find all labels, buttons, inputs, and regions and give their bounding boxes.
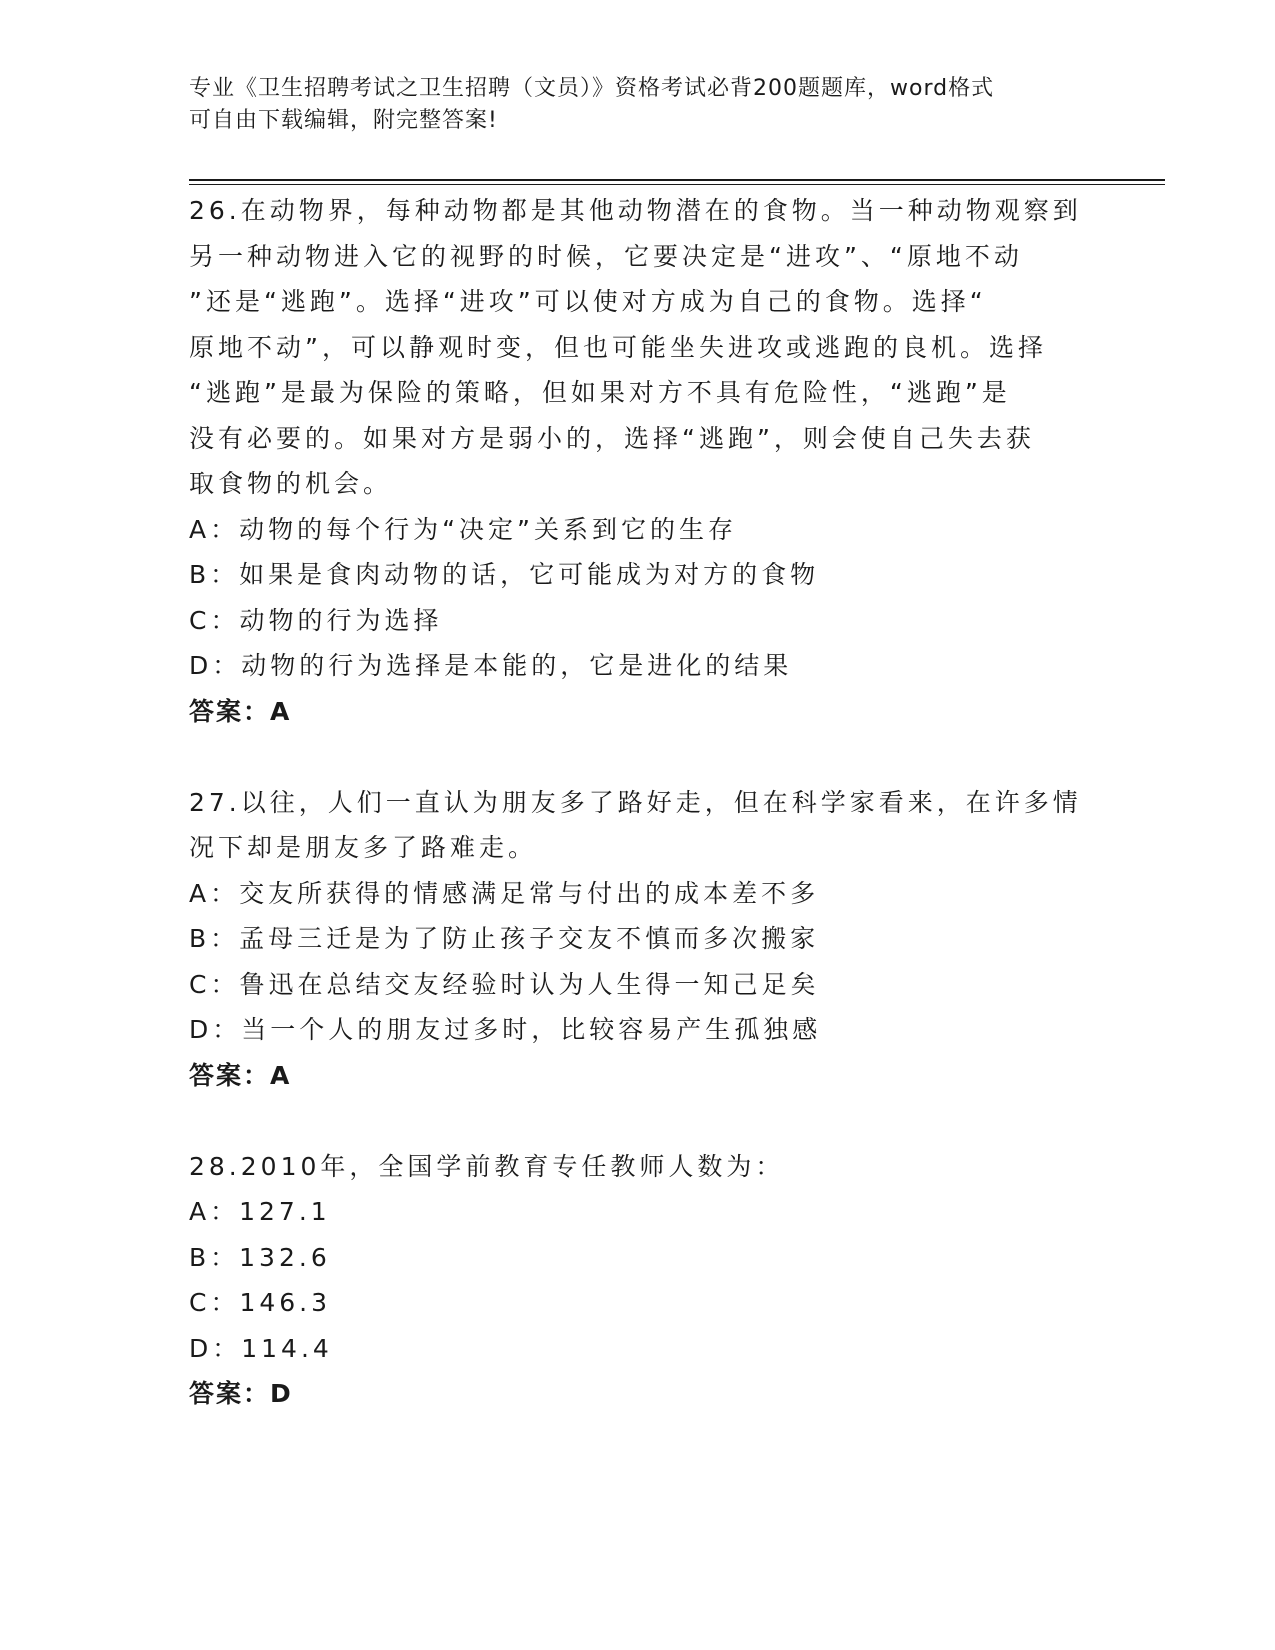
question-stem-line: 另一种动物进入它的视野的时候，它要决定是“进攻”、“原地不动 [189, 241, 1023, 271]
option-d: D：当一个人的朋友过多时，比较容易产生孤独感 [189, 1015, 822, 1044]
document-header [189, 73, 1089, 137]
question-stem-line: 27.以往，人们一直认为朋友多了路好走，但在科学家看来，在许多情 [189, 787, 1082, 817]
header-line: 可自由下载编辑，附完整答案! [189, 108, 498, 133]
option-b: B：132.6 [189, 1242, 331, 1272]
option-d: D：114.4 [189, 1333, 333, 1363]
option-b: B：孟母三迁是为了防止孩子交友不慎而多次搬家 [189, 924, 820, 953]
option-d: D：动物的行为选择是本能的，它是进化的结果 [189, 651, 793, 680]
option-c: C：146.3 [189, 1288, 332, 1317]
question-stem-line: ”还是“逃跑”。选择“进攻”可以使对方成为自己的食物。选择“ [189, 287, 987, 316]
option-a: A：交友所获得的情感满足常与付出的成本差不多 [189, 878, 820, 908]
option-b: B：如果是食肉动物的话，它可能成为对方的食物 [189, 560, 820, 589]
question-stem-line: 况下却是朋友多了路难走。 [189, 833, 538, 862]
option-c: C：动物的行为选择 [189, 605, 443, 635]
spacer [189, 1098, 1089, 1144]
spacer [189, 734, 1089, 780]
answer-line: 答案：A [189, 1060, 292, 1090]
question-27 [189, 780, 1089, 1099]
header-line: 专业《卫生招聘考试之卫生招聘（文员）》资格考试必背200题题库，word格式 [189, 76, 995, 101]
option-a: A：127.1 [189, 1197, 331, 1226]
question-stem-line: 26.在动物界，每种动物都是其他动物潜在的食物。当一种动物观察到 [189, 196, 1082, 225]
option-a: A：动物的每个行为“决定”关系到它的生存 [189, 514, 738, 544]
answer-line: 答案：D [189, 1379, 293, 1408]
answer-line: 答案：A [189, 696, 292, 726]
question-28 [189, 1144, 1089, 1417]
header-divider-thin [189, 184, 1165, 185]
question-stem-line: 取食物的机会。 [189, 469, 393, 498]
question-26 [189, 188, 1089, 734]
question-stem-line: 原地不动”，可以静观时变，但也可能坐失进攻或逃跑的良机。选择 [189, 332, 1047, 362]
question-list [189, 188, 1089, 1417]
header-divider-thick [189, 179, 1165, 181]
option-c: C：鲁迅在总结交友经验时认为人生得一知己足矣 [189, 969, 820, 999]
question-stem-line: “逃跑”是最为保险的策略，但如果对方不具有危险性，“逃跑”是 [189, 378, 1011, 407]
question-stem-line: 28.2010年，全国学前教育专任教师人数为： [189, 1151, 785, 1181]
question-stem-line: 没有必要的。如果对方是弱小的，选择“逃跑”，则会使自己失去获 [189, 423, 1035, 453]
